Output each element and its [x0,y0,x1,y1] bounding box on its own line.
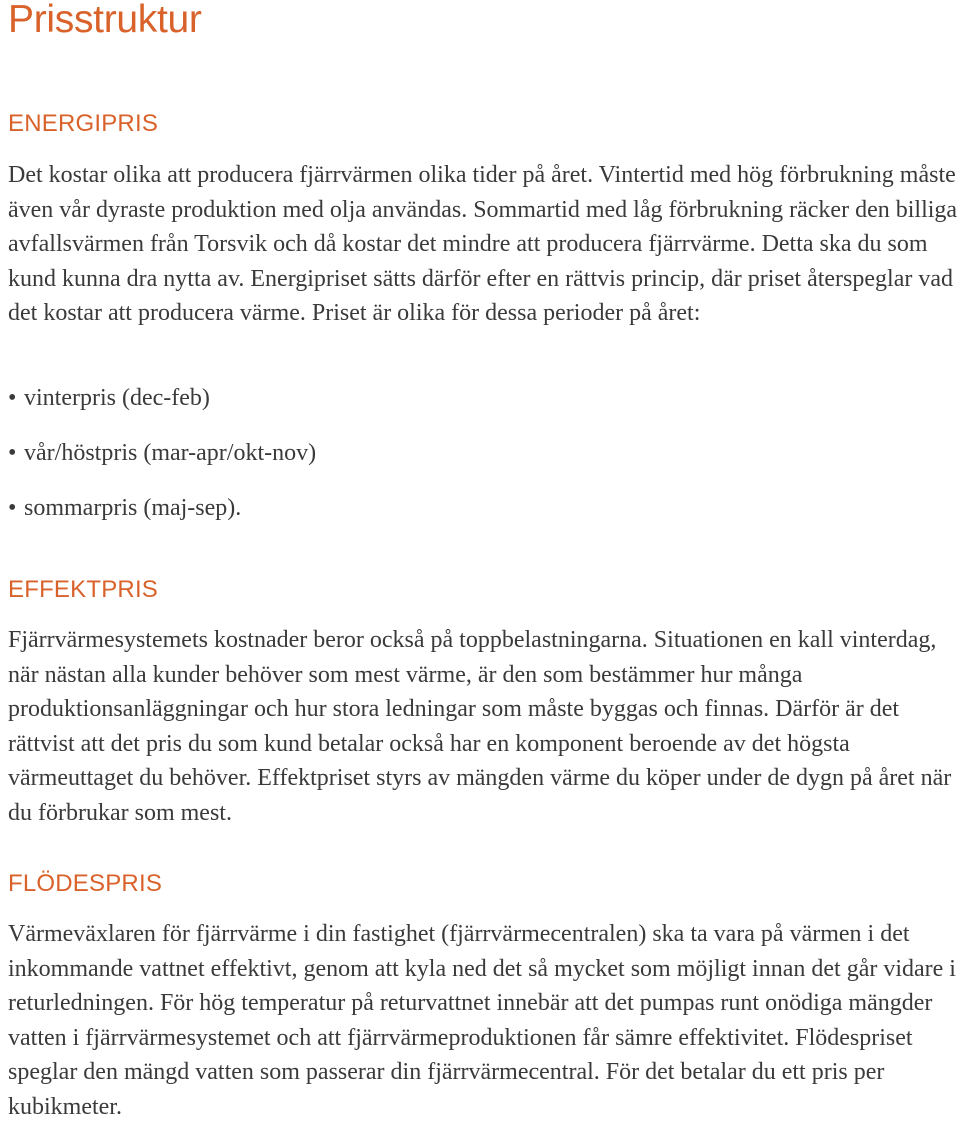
effektpris-paragraph: Fjärrvärmesystemets kostnader beror också på toppbelastningarna. Situationen en kall vinterdag, när nästan alla kunder behöver som mest värme, är den som bestämmer hur många produktionsanläggningar och hur stora ledningar som måste byggas och finnas. Därför är det rättvist att det pris du som kund betalar också har en komponent beroende av det högsta värmeuttaget du behöver. Effektpriset styrs av mängden värme du köper under de dygn på året när du förbrukar som mest. [8,627,952,826]
list-item-label: vår/höstpris (mar-apr/okt-nov) [24,440,317,466]
list-item [8,436,958,491]
list-item-label: vinterpris (dec-feb) [24,385,210,411]
list-item [8,381,958,436]
list-item-label: sommarpris (maj-sep). [24,495,242,521]
energipris-paragraph: Det kostar olika att producera fjärrvärmen olika tider på året. Vintertid med hög förbrukning måste även vår dyraste produktion med olja användas. Sommartid med låg förbrukning räcker den billiga avfallsvärmen från Torsvik och då kostar det mindre att producera fjärrvärme. Detta ska du som kund kunna dra nytta av. Energipriset sätts därför efter en rättvis princip, där priset återspeglar vad det kostar att producera värme. Priset är olika för dessa perioder på året: [8,162,958,327]
page-title: Prisstruktur [8,0,202,41]
section-heading-energipris: ENERGIPRIS [8,110,159,137]
list-item [8,491,958,546]
bullet-icon: • [8,385,17,411]
price-period-list [8,381,958,546]
flodespris-paragraph: Värmeväxlaren för fjärrvärme i din fastighet (fjärrvärmecentralen) ska ta vara på värmen i det inkommande vattnet effektivt, genom att kyla ned det så mycket som möjligt innan det går vidare i returledningen. För hög temperatur på returvattnet innebär att det pumpas runt onödiga mängder vatten i fjärrvärmesystemet och att fjärrvärmeproduktionen får sämre effektivitet. Flödespriset speglar den mängd vatten som passerar din fjärrvärmecentral. För det betalar du ett pris per kubikmeter. [8,921,956,1120]
bullet-icon: • [8,440,17,466]
section-heading-effektpris: EFFEKTPRIS [8,576,159,603]
bullet-icon: • [8,495,17,521]
section-heading-flodespris: FLÖDESPRIS [8,870,163,897]
